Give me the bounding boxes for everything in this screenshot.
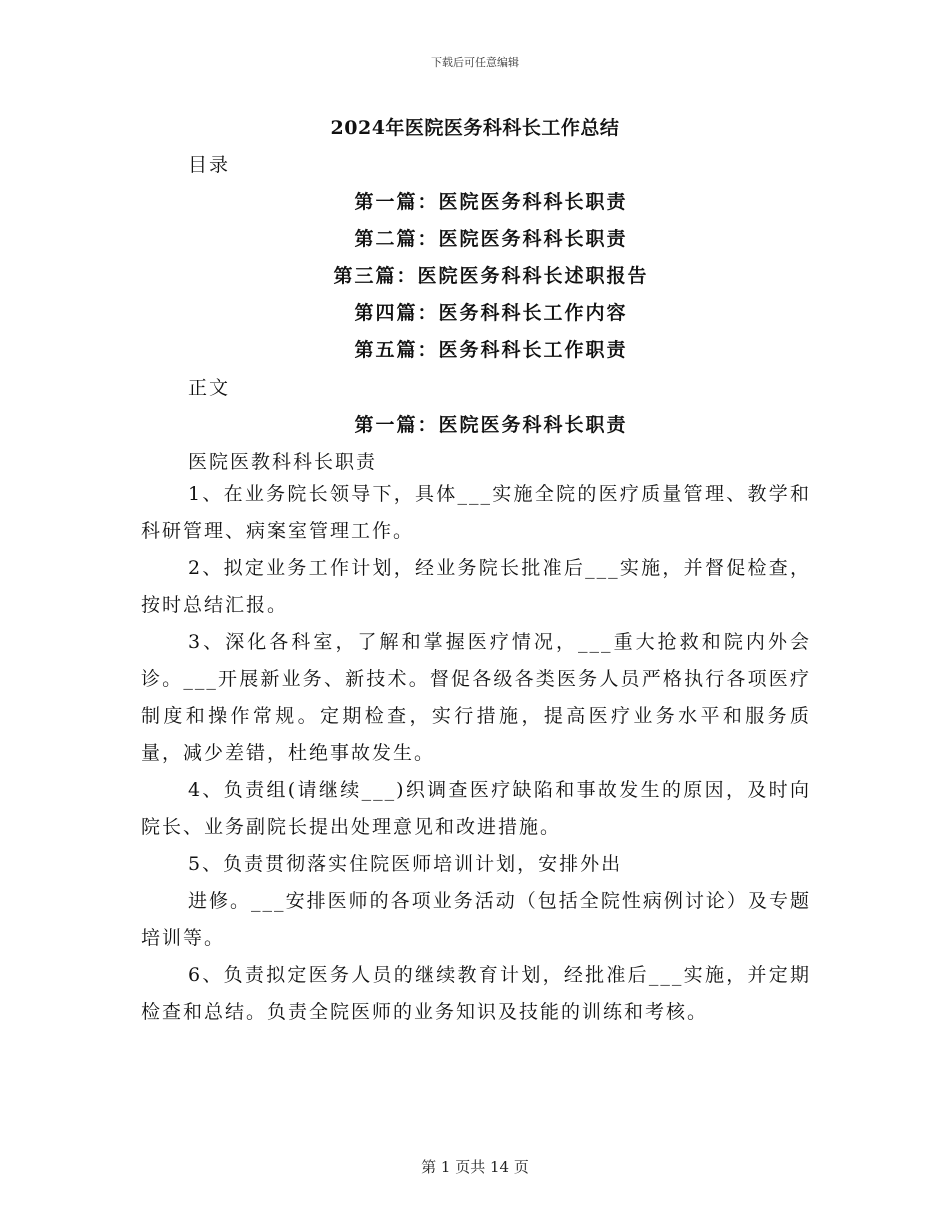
page-footer: 第 1 页共 14 页 bbox=[421, 1158, 529, 1176]
body-label: 正文 bbox=[188, 377, 231, 399]
toc-item: 第五篇：医务科科长工作职责 bbox=[354, 339, 628, 361]
toc-item: 第一篇：医院医务科科长职责 bbox=[354, 191, 628, 213]
paragraph: 4、负责组(请继续___)织调查医疗缺陷和事故发生的原因，及时向院长、业务副院长提出处理意见和改进措施。 bbox=[141, 779, 811, 838]
paragraph: 2、拟定业务工作计划，经业务院长批准后___实施，并督促检查，按时总结汇报。 bbox=[141, 557, 811, 616]
header-note: 下载后可任意编辑 bbox=[431, 56, 519, 69]
toc-item: 第二篇：医院医务科科长职责 bbox=[354, 228, 628, 250]
subheading: 医院医教科科长职责 bbox=[188, 451, 378, 473]
document-title: 2024年医院医务科科长工作总结 bbox=[330, 117, 620, 139]
section-title: 第一篇：医院医务科科长职责 bbox=[354, 414, 628, 436]
paragraph: 进修。___安排医师的各项业务活动（包括全院性病例讨论）及专题培训等。 bbox=[141, 890, 811, 949]
paragraph: 6、负责拟定医务人员的继续教育计划，经批准后___实施，并定期检查和总结。负责全院医师的业务知识及技能的训练和考核。 bbox=[141, 964, 811, 1023]
paragraph: 5、负责贯彻落实住院医师培训计划，安排外出 bbox=[188, 853, 623, 875]
toc-label: 目录 bbox=[188, 154, 231, 176]
paragraph: 3、深化各科室，了解和掌握医疗情况，___重大抢救和院内外会诊。___开展新业务、新技术。督促各级各类医务人员严格执行各项医疗制度和操作常规。定期检查，实行措施，提高医疗业务水平和服务质量，减少差错，杜绝事故发生。 bbox=[141, 631, 811, 764]
toc-item: 第三篇：医院医务科科长述职报告 bbox=[333, 265, 649, 287]
body-text bbox=[141, 476, 811, 1031]
toc-item: 第四篇：医务科科长工作内容 bbox=[354, 302, 628, 324]
paragraph: 1、在业务院长领导下，具体___实施全院的医疗质量管理、教学和科研管理、病案室管理工作。 bbox=[141, 483, 811, 542]
